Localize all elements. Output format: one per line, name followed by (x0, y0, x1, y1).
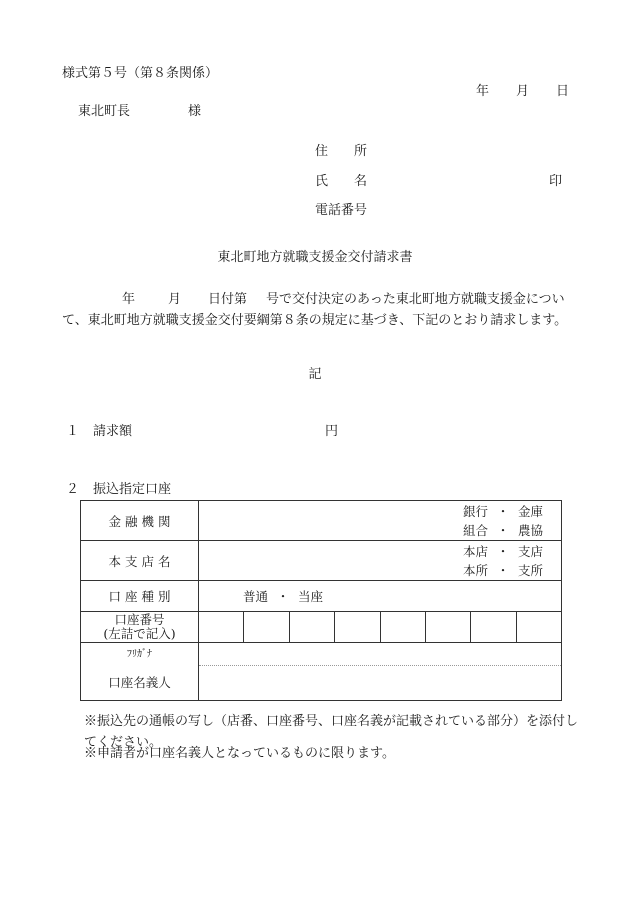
choice-current[interactable]: 当座 (298, 589, 324, 604)
account-holder-field (199, 643, 562, 701)
financial-institution-label: 金 融 機 関 (81, 501, 199, 541)
branch-name-field[interactable] (199, 541, 562, 581)
item1-number: １ (66, 424, 80, 439)
furigana-input[interactable] (199, 643, 561, 666)
phone-label: 電話番号 (315, 203, 368, 218)
form-number: 様式第５号（第８条関係） (62, 66, 219, 81)
account-number-note: (左詰で記入) (103, 626, 176, 641)
row-branch-name (81, 541, 562, 581)
name-label: 氏 名 (315, 174, 368, 189)
item2-number: ２ (66, 482, 80, 497)
item2-label: 振込指定口座 (93, 482, 172, 497)
choice-main-office[interactable]: 本所 (462, 562, 488, 578)
row-account-type (81, 581, 562, 612)
furigana-label: ﾌﾘｶﾞﾅ (127, 648, 152, 660)
account-number-label-cell (81, 612, 199, 643)
choice-ordinary[interactable]: 普通 (243, 589, 269, 604)
date-line (476, 84, 569, 100)
choice-shinkin[interactable]: 金庫 (517, 503, 543, 519)
choice-sub-office[interactable]: 支所 (517, 562, 543, 578)
record-mark: 記 (308, 367, 322, 382)
honorific: 様 (188, 104, 202, 119)
body-year: 年 (122, 292, 136, 307)
addressee (78, 104, 201, 120)
choice-kumiai[interactable]: 組合 (462, 522, 488, 538)
bank-account-table (80, 500, 562, 701)
row-account-holder (81, 643, 562, 701)
body-month: 月 (168, 292, 182, 307)
seal-mark: 印 (549, 174, 563, 189)
account-holder-label-cell (81, 643, 199, 701)
note-attachment: ※振込先の通帳の写し（店番、口座番号、口座名義が記載されている部分）を添付してください。 (84, 714, 579, 750)
note-applicant: ※申請者が口座名義人となっているものに限ります。 (84, 746, 395, 761)
row-financial-institution (81, 501, 562, 541)
body-text: 号で交付決定のあった東北町地方就職支援金について、東北町地方就職支援金交付要綱第８条の規定に基づき、下記のとおり請求します。 (62, 292, 568, 328)
account-number-digits (199, 612, 561, 642)
address-label: 住 所 (315, 144, 368, 159)
date-year: 年 (476, 84, 490, 99)
choice-head-office[interactable]: 本店 (462, 543, 488, 559)
institution-type-choices: 銀行 ・ 金庫 組合 ・ 農協 (462, 503, 543, 538)
digit-box[interactable] (289, 612, 334, 642)
item-claim-amount (66, 424, 339, 440)
addressee-name: 東北町長 (78, 104, 131, 119)
choice-bank[interactable]: 銀行 (462, 503, 488, 519)
digit-box[interactable] (243, 612, 288, 642)
account-number-field (199, 612, 562, 643)
digit-box[interactable] (470, 612, 515, 642)
branch-type-choices: 本店 ・ 支店 本所 ・ 支所 (462, 543, 543, 578)
item1-label: 請求額 (93, 424, 133, 439)
account-type-label: 口 座 種 別 (81, 581, 199, 612)
digit-box[interactable] (425, 612, 470, 642)
branch-name-label: 本 支 店 名 (81, 541, 199, 581)
financial-institution-field[interactable] (199, 501, 562, 541)
digit-box[interactable] (516, 612, 561, 642)
request-body (62, 289, 578, 331)
account-holder-input[interactable] (199, 666, 561, 700)
digit-box[interactable] (199, 612, 243, 642)
account-holder-label: 口座名義人 (108, 674, 171, 690)
digit-box[interactable] (380, 612, 425, 642)
choice-branch[interactable]: 支店 (517, 543, 543, 559)
body-date-ref: 日付第 (208, 292, 248, 307)
item-bank-account (66, 482, 171, 498)
date-day: 日 (556, 84, 570, 99)
digit-box[interactable] (334, 612, 379, 642)
choice-nokyo[interactable]: 農協 (517, 522, 543, 538)
account-number-label: 口座番号 (114, 612, 165, 627)
yen-unit: 円 (325, 424, 339, 439)
document-title: 東北町地方就職支援金交付請求書 (217, 250, 413, 265)
date-month: 月 (516, 84, 530, 99)
account-type-field: 普通 ・ 当座 (199, 581, 562, 612)
row-account-number (81, 612, 562, 643)
